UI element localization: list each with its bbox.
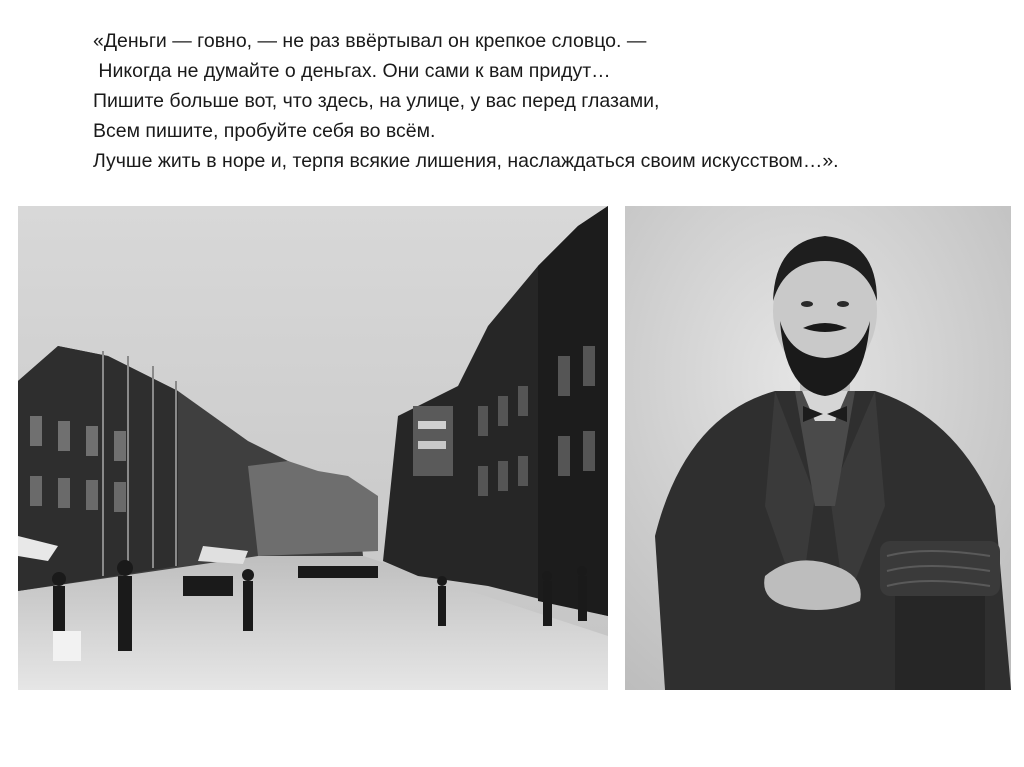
street-photo-image: [18, 206, 608, 690]
quote-line-1: «Деньги — говно, — не раз ввёртывал он крепкое словцо. —: [93, 30, 647, 52]
portrait-photo: [625, 206, 1011, 690]
portrait-photo-image: [625, 206, 1011, 690]
quote-line-5: Лучше жить в норе и, терпя всякие лишения, наслаждаться своим искусством…».: [93, 150, 839, 172]
quote-line-4: Всем пишите, пробуйте себя во всём.: [93, 120, 436, 142]
quote-line-2: Никогда не думайте о деньгах. Они сами к вам придут…: [93, 60, 611, 82]
quote-block: [93, 26, 993, 176]
street-photo: [18, 206, 608, 690]
quote-line-3: Пишите больше вот, что здесь, на улице, у вас перед глазами,: [93, 90, 660, 112]
